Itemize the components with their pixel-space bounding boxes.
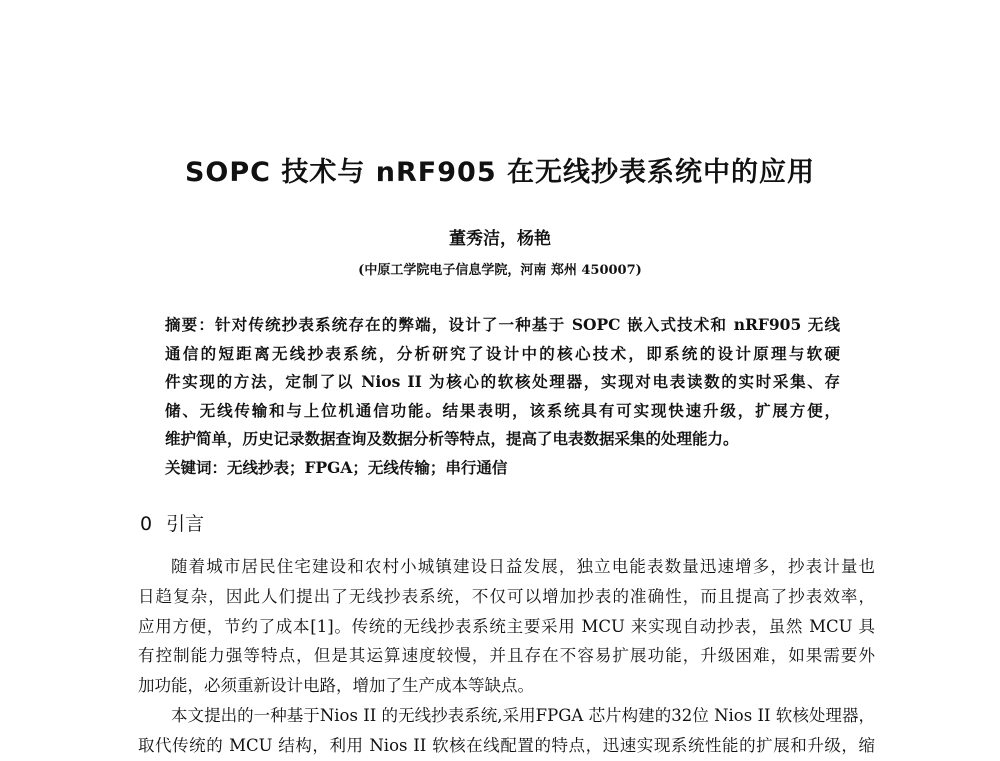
section-title: 引言 — [166, 513, 205, 535]
body-line: 有控制能力强等特点，但是其运算速度较慢，并且存在不容易扩展功能，升级困难，如果需要外 — [138, 646, 875, 666]
section-heading — [140, 509, 218, 536]
body-text — [138, 552, 875, 761]
authors: 董秀洁，杨艳 — [449, 229, 551, 249]
abstract-line: 通信的短距离无线抄表系统，分析研究了设计中的核心技术，即系统的设计原理与软硬 — [165, 343, 840, 363]
body-line: 本文提出的一种基于Nios II 的无线抄表系统,采用FPGA 芯片构建的32位 Nios II 软核处理器， — [171, 705, 875, 725]
section-number: 0 — [140, 513, 153, 535]
abstract-line: 维护简单，历史记录数据查询及数据分析等特点，提高了电表数据采集的处理能力。 — [165, 429, 739, 449]
abstract — [165, 311, 840, 454]
keywords: 关键词：无线抄表；FPGA；无线传输；串行通信 — [165, 458, 508, 477]
paper-title: SOPC 技术与 nRF905 在无线抄表系统中的应用 — [184, 157, 816, 188]
abstract-line: 件实现的方法，定制了以 Nios II 为核心的软核处理器，实现对电表读数的实时采集、存 — [165, 372, 840, 392]
body-line: 随着城市居民住宅建设和农村小城镇建设日益发展，独立电能表数量迅速增多，抄表计量也 — [171, 557, 875, 576]
body-line: 取代传统的 MCU 结构，利用 Nios II 软核在线配置的特点，迅速实现系统性能的扩展和升级，缩 — [138, 735, 875, 755]
body-line: 日趋复杂，因此人们提出了无线抄表系统，不仅可以增加抄表的准确性，而且提高了抄表效率， — [138, 586, 875, 606]
body-line: 应用方便，节约了成本[1]。传统的无线抄表系统主要采用 MCU 来实现自动抄表，虽然 MCU 具 — [138, 616, 875, 636]
affiliation: (中原工学院电子信息学院，河南 郑州 450007) — [358, 263, 642, 278]
body-line: 加功能，必须重新设计电路，增加了生产成本等缺点。 — [138, 676, 534, 696]
abstract-line: 储、无线传输和与上位机通信功能。结果表明，该系统具有可实现快速升级，扩展方便， — [165, 400, 840, 420]
abstract-line: 摘要：针对传统抄表系统存在的弊端，设计了一种基于 SOPC 嵌入式技术和 nRF905 无线 — [165, 315, 840, 334]
